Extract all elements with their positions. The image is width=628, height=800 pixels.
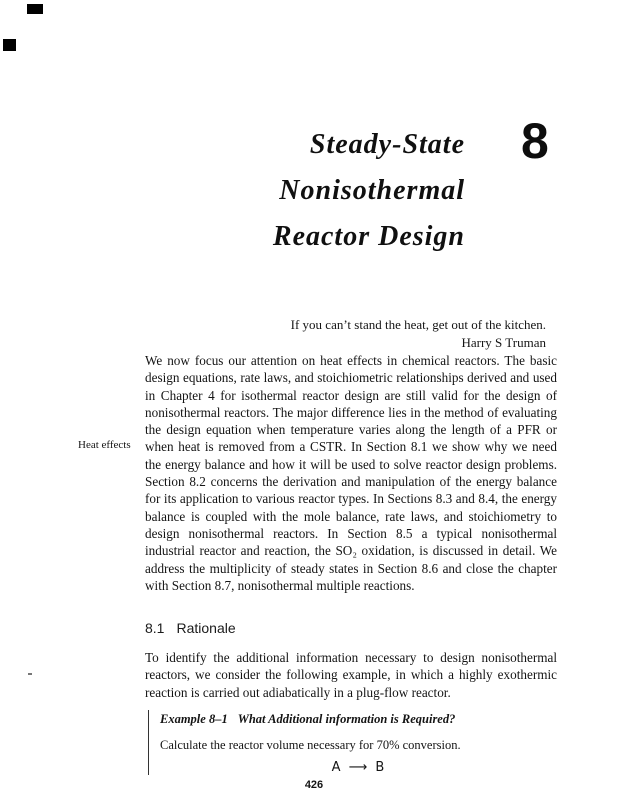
chapter-title-line-1: Steady-State xyxy=(309,129,465,160)
section-paragraph: To identify the additional information necessary to design nonisothermal reactors, we consider the following example, in which a highly exothermic reaction is carried out adiabatically in a plug-flow reactor. xyxy=(145,650,557,700)
example-body: Calculate the reactor volume necessary for 70% conversion. xyxy=(160,738,461,752)
epigraph-quote: If you can’t stand the heat, get out of the kitchen. xyxy=(290,317,546,332)
epigraph-attribution: Harry S Truman xyxy=(461,335,546,350)
scan-artifact xyxy=(27,4,43,14)
section-title: Rationale xyxy=(176,620,236,636)
chapter-title xyxy=(273,122,465,260)
chapter-title-line-3: Reactor Design xyxy=(272,221,465,252)
page-number: 426 xyxy=(304,779,324,791)
example-heading xyxy=(160,712,558,727)
intro-paragraph: We now focus our attention on heat effects in chemical reactors. The basic design equations, rate laws, and stoichiometric relationships derived and used in Chapter 4 for isothermal reactor design are still valid for the design of nonisothermal reactors. The major difference lies in the method of evaluating the design equation when temperature varies along the length of a PFR or when heat is removed from a CSTR. In Section 8.1 we show why we need the energy balance and how it will be used to solve reactor design problems. Section 8.2 concerns the derivation and manipulation of the energy balance for its application to various reactor types. In Sections 8.3 and 8.4, the energy balance is coupled with the mole balance, rate laws, and stoichiometry to design nonisothermal reactors. In Section 8.5 a typical nonisothermal industrial reactor and reaction, the SO₂ oxidation, is discussed in detail. We address the multiplicity of steady states in Section 8.6 and close the chapter with Section 8.7, nonisothermal multiple reactions. xyxy=(145,353,557,593)
margin-note: Heat effects xyxy=(78,439,131,451)
example-block xyxy=(148,710,558,775)
section-heading xyxy=(145,620,236,636)
example-title: What Additional information is Required? xyxy=(237,712,456,726)
scan-artifact xyxy=(3,39,16,51)
chapter-number: 8 xyxy=(521,113,549,169)
epigraph xyxy=(291,316,546,352)
reaction-equation: A ⟶ B xyxy=(331,760,387,775)
scan-artifact xyxy=(28,673,32,675)
section-number: 8.1 xyxy=(145,620,165,636)
chapter-title-line-2: Nonisothermal xyxy=(279,175,465,206)
example-label: Example 8–1 xyxy=(160,712,228,726)
